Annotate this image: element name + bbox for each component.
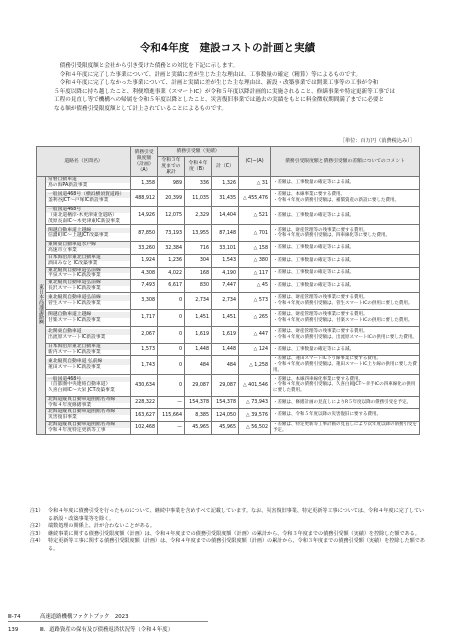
value-cell-b: 45,965 <box>185 421 212 434</box>
intro-line: ５年度以降に持ち越したこと、利便増進事業（スマートIC）が令和５年度以降計画的に実施されること、修繕事業や特定更新等工事では <box>54 88 396 95</box>
value-cell-p: 115,664 <box>158 409 185 422</box>
value-cell-a: 1,743 <box>131 356 158 374</box>
value-cell-p: 0 <box>158 309 185 326</box>
route-name-line: 一般国道468号 <box>46 207 130 213</box>
intro-line: 令和４年度に完了しなかった事業について、計画と実績に差が生じた主な理由は、新設・改築事業では開業工事等の工事が令和 <box>54 80 379 87</box>
comment-cell <box>271 421 420 434</box>
value-cell-d: △ 1,258 <box>239 356 271 374</box>
route-name-line: 北海道縦貫自動車道函館名寄線 <box>46 397 130 403</box>
header-until-r3: 令和３年度までの累計 <box>158 157 185 177</box>
value-cell-p: 0 <box>158 292 185 309</box>
value-cell-a: 102,468 <box>131 421 158 434</box>
footnote: 注3） 継続事業に関する債務引受限度額（計画）は、令和４年度までの債務引受限度額（計画）の累計から、令和３年度までの債務引受額（実績）を控除した額である。 <box>30 530 420 537</box>
table-row <box>37 374 420 396</box>
route-name-line: 災害復旧事業 <box>48 415 77 421</box>
table-row <box>37 267 420 280</box>
comment-line: ・令和４年度の債務引受額は、甘楽スマートICの供用に要した費用。 <box>273 317 413 323</box>
table-row <box>37 356 420 374</box>
route-name-line: 釜利谷JCT～戸塚IC新設事業 <box>48 198 109 203</box>
comment-line: ・差額は、工事数量の確定等による減。 <box>273 212 355 218</box>
value-cell-b: 1,619 <box>185 326 212 343</box>
table-row <box>37 292 420 309</box>
route-name-line: 令和４年度修繕事業 <box>48 402 92 408</box>
route-cell <box>46 254 131 267</box>
route-cell <box>46 292 131 309</box>
route-name-line: 北関東自動車道 <box>46 329 130 335</box>
table-row <box>37 225 420 242</box>
comment-line: ・差額は、財産管理等の残事業に要する費用。 <box>273 294 368 300</box>
value-cell-d: △ 455,476 <box>239 190 271 207</box>
value-cell-b: 154,378 <box>185 396 212 409</box>
table-row <box>37 326 420 343</box>
route-name-line: 東北縦貫自動車道弘前線 <box>46 268 130 274</box>
value-cell-d: △ 117 <box>239 267 271 280</box>
comment-line: ・差額は、財産管理等の残事業に要する費用。 <box>273 328 368 334</box>
route-name-line: 常磐自動車道 <box>46 177 130 183</box>
route-cell <box>46 225 131 242</box>
value-cell-c: 2,734 <box>212 292 239 309</box>
route-name-line: 茂原長南IC～木更津東IC新設事業 <box>48 218 120 224</box>
table-row <box>37 396 420 409</box>
route-name-line: 一般国道468号（横浜横須賀道路） <box>46 192 130 198</box>
value-cell-b: 13,955 <box>185 225 212 242</box>
unit-label: ［単位：百万円（消費税込み）］ <box>339 138 415 144</box>
route-name-line: 平泉スマートIC新設事業 <box>48 273 101 279</box>
route-name-line: 関越自動車道上越線 <box>46 228 130 234</box>
comment-line: ・差額は、本線四車線化事業に要する費用。 <box>273 376 364 382</box>
value-cell-d: △ 573 <box>239 292 271 309</box>
table-row <box>37 177 420 190</box>
value-cell-d: △ 401,546 <box>239 374 271 396</box>
route-cell <box>46 207 131 225</box>
route-cell <box>46 421 131 434</box>
footer-top <box>8 612 129 620</box>
comment-cell <box>271 280 420 293</box>
route-name-line: 菅生スマートIC新設事業 <box>48 300 101 306</box>
route-name-line: 新内スマートIC新設事業 <box>48 349 101 355</box>
value-cell-c: 14,404 <box>212 207 239 225</box>
comment-line: ・令和４年度の債務引受額は、補償資産の新設に要した費用。 <box>273 198 400 203</box>
comment-line: ・差額は、工事数量の確定等による減。 <box>273 346 355 352</box>
comment-cell <box>271 343 420 356</box>
comment-line: ・令和４年度の債務引受額は、久喜白岡JCT～幸手ICの四車線化の供用に要した費用。 <box>273 382 416 394</box>
comment-line: ・差額は、修繕計画の見直しによりR５年度以降の債務引受を予定。 <box>273 399 412 405</box>
header-r4: 令和４年度（B） <box>185 157 212 177</box>
value-cell-c: 124,050 <box>212 409 239 422</box>
comment-cell <box>271 242 420 255</box>
route-cell <box>46 326 131 343</box>
intro-line: 工程の見直し等で機構への帰属を令和５年度以降としたこと、災害復旧事業では過去の実績をもとに料金徴収期間満了までに必要と <box>54 97 385 104</box>
comment-cell <box>271 356 420 374</box>
value-cell-c: 7,447 <box>212 280 239 293</box>
value-cell-a: 228,322 <box>131 396 158 409</box>
route-name-line: 日本海沿岸東北自動車道 <box>46 344 130 350</box>
route-cell <box>46 409 131 422</box>
intro-line: 債務引受限度額と会社から引き受けた債務との対比を下記に示します。 <box>54 63 239 69</box>
page-title: 令和4年度 建設コストの計画と実績 <box>139 42 316 54</box>
chapter-title: Ⅲ．道路資産の保有及び債務返済状況等（令和４年度） <box>40 627 174 633</box>
table-row <box>37 309 420 326</box>
route-name-line: （東北道楢岸-木更津東金道路） <box>48 212 117 218</box>
footer-divider <box>8 621 208 622</box>
value-cell-p: 6,617 <box>158 280 185 293</box>
route-name-line: 久喜白岡IC～大栄 JCT改築事業 <box>48 388 115 394</box>
value-cell-c: 1,326 <box>212 177 239 190</box>
comment-line: ・令和４年度の債務引受額は、蓮田スマートIC上り線の供用に要した費用。 <box>273 362 417 373</box>
value-cell-c: 154,378 <box>212 396 239 409</box>
value-cell-p: 0 <box>158 326 185 343</box>
route-name-line: 長沢スマートIC新設事業 <box>48 285 101 291</box>
intro-line: なる額が債務引受限度額として計上されていることによるものです。 <box>54 105 227 112</box>
value-cell-b: 716 <box>185 242 212 255</box>
comment-cell <box>271 177 420 190</box>
comment-cell <box>271 207 420 225</box>
footnote: 注2） 端数処理の関係上、計が合わないことがある。 <box>30 523 155 530</box>
table-row <box>37 421 420 434</box>
value-cell-c: 31,435 <box>212 190 239 207</box>
route-name-line: 北海道縦貫自動車道函館名寄線 <box>46 409 130 415</box>
header-diff: (C)−(A) <box>239 147 271 177</box>
value-cell-a: 14,926 <box>131 207 158 225</box>
value-cell-d: △ 124 <box>239 343 271 356</box>
value-cell-a: 33,260 <box>131 242 158 255</box>
route-cell <box>46 343 131 356</box>
comment-line: ・差額は、工事数量の確定等による減。 <box>273 180 355 186</box>
route-cell <box>46 280 131 293</box>
route-name-line: 関越自動車道上越線 <box>46 312 130 318</box>
value-cell-p: — <box>158 421 185 434</box>
value-cell-a: 163,627 <box>131 409 158 422</box>
route-name-line: 東北縦貫自動車道弘前線 <box>46 280 130 286</box>
route-cell <box>46 190 131 207</box>
comment-line: ・差額は、本線事業に要する費用。 <box>273 192 346 198</box>
value-cell-p: 0 <box>158 374 185 396</box>
value-cell-b: 1,448 <box>185 343 212 356</box>
table-row <box>37 242 420 255</box>
comment-cell <box>271 409 420 422</box>
route-name-line: 信濃町IC～上越JCT改築事業 <box>48 233 109 239</box>
route-cell <box>46 356 131 374</box>
value-cell-p: 0 <box>158 343 185 356</box>
value-cell-a: 1,573 <box>131 343 158 356</box>
value-cell-a: 3,308 <box>131 292 158 309</box>
route-name-line: 東北縦貫自動車道 弘前線 <box>46 359 130 365</box>
header-comment: 債務引受限度額と債務引受額の差額についてのコメント <box>271 147 420 177</box>
value-cell-d: △ 521 <box>239 207 271 225</box>
value-cell-p: 0 <box>158 356 185 374</box>
value-cell-b: 2,329 <box>185 207 212 225</box>
comment-cell <box>271 267 420 280</box>
table-row <box>37 190 420 207</box>
value-cell-c: 1,543 <box>212 254 239 267</box>
header-route: 道路名（区間名） <box>37 147 131 177</box>
route-cell <box>46 177 131 190</box>
value-cell-a: 430,634 <box>131 374 158 396</box>
route-cell <box>46 374 131 396</box>
value-cell-c: 87,148 <box>212 225 239 242</box>
value-cell-d: △ 158 <box>239 242 271 255</box>
value-cell-b: 11,035 <box>185 190 212 207</box>
comment-line: ・差額は、工事数量の確定等による減。 <box>273 283 355 289</box>
comment-line: ・差額は、財産管理等の残事業に要する費用。 <box>273 311 368 317</box>
value-cell-d: △ 73,943 <box>239 396 271 409</box>
value-cell-p: 4,022 <box>158 267 185 280</box>
route-name-line: 東北縦貫自動車道弘前線 <box>46 295 130 301</box>
route-cell <box>46 242 131 255</box>
value-cell-a: 4,308 <box>131 267 158 280</box>
value-cell-a: 1,717 <box>131 309 158 326</box>
comment-line: ・差額は、令和５年度以降の災害復旧に要する費用。 <box>273 412 382 418</box>
footnote: 注4） 特定更新等工事に関する債務引受限度額（計画）は、令和４年度までの債務引受限度額（計画）の累計から、令和３年度までの債務引受額（実績）を控除した額である。 <box>30 538 425 552</box>
value-cell-c: 484 <box>212 356 239 374</box>
comment-cell <box>271 254 420 267</box>
comment-line: ・令和４年度の債務引受額は、出流原スマートICの供用に要した費用。 <box>273 334 417 340</box>
value-cell-c: 1,451 <box>212 309 239 326</box>
value-cell-c: 29,087 <box>212 374 239 396</box>
value-cell-d: △ 56,502 <box>239 421 271 434</box>
value-cell-d: △ 701 <box>239 225 271 242</box>
value-cell-a: 1,924 <box>131 254 158 267</box>
value-cell-a: 1,358 <box>131 177 158 190</box>
value-cell-p: 32,384 <box>158 242 185 255</box>
route-name-line: 甘楽スマートIC新設事業 <box>48 317 101 323</box>
comment-cell <box>271 190 420 207</box>
table-row <box>37 280 420 293</box>
table-row <box>37 409 420 422</box>
value-cell-a: 87,850 <box>131 225 158 242</box>
value-cell-c: 45,965 <box>212 421 239 434</box>
value-cell-b: 2,734 <box>185 292 212 309</box>
page-number: Ⅲ-74 <box>8 614 21 620</box>
route-name-line: 北海道縦貫自動車道函館名寄線 <box>46 422 130 428</box>
value-cell-a: 7,493 <box>131 280 158 293</box>
value-cell-d: △ 447 <box>239 326 271 343</box>
cost-table <box>36 146 420 435</box>
value-cell-b: 336 <box>185 177 212 190</box>
value-cell-b: 29,087 <box>185 374 212 396</box>
table-row <box>37 207 420 225</box>
header-total: 計（C） <box>212 157 239 177</box>
value-cell-b: 168 <box>185 267 212 280</box>
value-cell-p: 989 <box>158 177 185 190</box>
value-cell-a: 488,912 <box>131 190 158 207</box>
route-name-line: 令和４年度特定更新等工事 <box>48 427 106 433</box>
comment-line: ・差額は、蓮田スマートIC下り線事業に要する費用。 <box>273 356 381 362</box>
intro-paragraph <box>54 62 426 114</box>
value-cell-d: △ 45 <box>239 280 271 293</box>
comment-line: ・差額は、工事数量の確定等による減。 <box>273 245 355 251</box>
comment-cell <box>271 374 420 396</box>
comment-line: ・差額は、特定更新等工事計画の見直しにより次年度以降の債務引受を予定。 <box>273 421 418 433</box>
comment-cell <box>271 396 420 409</box>
value-cell-b: 8,385 <box>185 409 212 422</box>
value-cell-a: 2,067 <box>131 326 158 343</box>
header-debt-group: 債務引受額（実績） <box>158 147 239 157</box>
table-row <box>37 343 420 356</box>
value-cell-b: 1,451 <box>185 309 212 326</box>
route-name-line: 東関東自動車道水戸線 <box>46 242 130 248</box>
header-limit: 債務引受限度額（計画）（A） <box>131 147 158 177</box>
comment-cell <box>271 225 420 242</box>
value-cell-c: 1,619 <box>212 326 239 343</box>
route-cell <box>46 396 131 409</box>
value-cell-c: 33,101 <box>212 242 239 255</box>
route-name-line: 酒田みなと IC改築事業 <box>48 260 98 266</box>
route-name-line: （首都圏中央連絡自動車道） <box>48 382 111 388</box>
value-cell-c: 4,190 <box>212 267 239 280</box>
comment-cell <box>271 292 420 309</box>
value-cell-b: 304 <box>185 254 212 267</box>
intro-line: 令和４年度に完了した事業について、計画と実績に差が生じた主な理由は、工事数量の確定（精算）等によるものです。 <box>54 71 361 78</box>
route-name-line: 蓮田スマートIC新設事業 <box>48 365 101 371</box>
route-name-line: 日本海沿岸東北自動車道 <box>46 255 130 261</box>
value-cell-p: 20,399 <box>158 190 185 207</box>
company-label <box>37 177 46 435</box>
value-cell-p: — <box>158 396 185 409</box>
company-label-text: 東日本高速道路㈱ <box>38 284 44 325</box>
comment-cell <box>271 326 420 343</box>
comment-cell <box>271 309 420 326</box>
value-cell-d: △ 380 <box>239 254 271 267</box>
route-name-line: 鳥の海PA新設事業 <box>48 183 88 188</box>
route-cell <box>46 309 131 326</box>
value-cell-p: 1,236 <box>158 254 185 267</box>
value-cell-p: 73,193 <box>158 225 185 242</box>
comment-line: ・差額は、工事数量の確定等による減。 <box>273 270 355 276</box>
value-cell-d: △ 39,576 <box>239 409 271 422</box>
footer-bottom <box>8 625 173 633</box>
footnotes <box>30 508 426 554</box>
route-name-line: 一般国道468号 <box>46 377 130 383</box>
footnote: 注1） 令和４年度に債務引受を行ったものについて、継続中事業を含めすべて記載しています。なお、災害復旧事業、特定更新等工事については、令和４年度に完了している新設・改築事業等を除く。 <box>30 508 425 522</box>
value-cell-p: 12,075 <box>158 207 185 225</box>
comment-line: ・令和４年度の債務引受額は、菅生スマートICの供用に要した費用。 <box>273 300 413 306</box>
value-cell-b: 830 <box>185 280 212 293</box>
value-cell-d: △ 31 <box>239 177 271 190</box>
table-row <box>37 254 420 267</box>
comment-line: ・差額は、工事数量の確定等による減。 <box>273 257 355 263</box>
route-cell <box>46 267 131 280</box>
route-name-line: 出流原スマートIC新設事業 <box>48 334 106 340</box>
comment-line: ・令和４年度の債務引受額は、四車線化等に要した費用。 <box>273 233 391 239</box>
value-cell-c: 1,448 <box>212 343 239 356</box>
value-cell-b: 484 <box>185 356 212 374</box>
comment-line: ・差額は、財産管理等の残事業に要する費用。 <box>273 227 368 233</box>
value-cell-d: △ 265 <box>239 309 271 326</box>
page-number: 139 <box>8 627 19 633</box>
book-title: 高速道路機構ファクトブック 2023 <box>40 614 129 620</box>
route-name-line: 高速市立事業 <box>48 248 77 254</box>
